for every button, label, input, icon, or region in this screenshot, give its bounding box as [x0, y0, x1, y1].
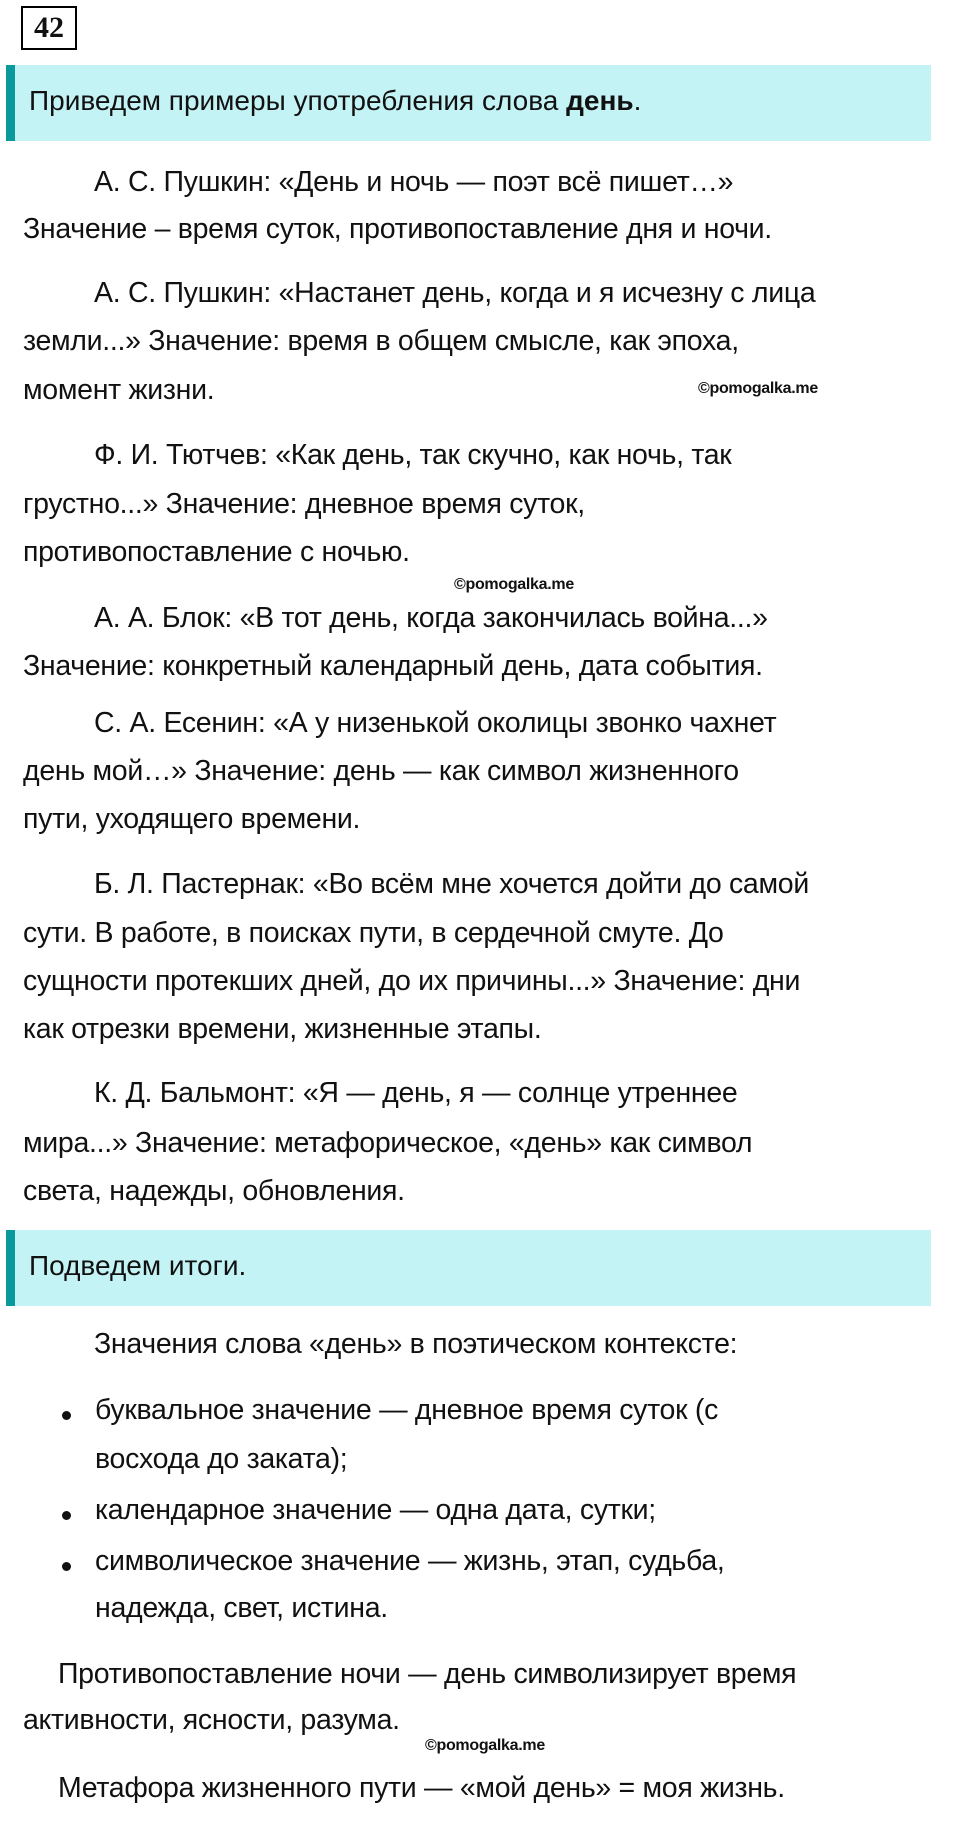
watermark: ©pomogalka.me — [425, 1737, 545, 1754]
keyword: день — [566, 85, 634, 116]
example-line: земли...» Значение: время в общем смысле, как эпоха, — [23, 325, 739, 357]
example-line: С. А. Есенин: «А у низенькой околицы звонко чахнет — [94, 707, 777, 739]
summary-bullet-line: календарное значение — одна дата, сутки; — [95, 1494, 656, 1526]
example-line: противопоставление с ночью. — [23, 536, 410, 568]
watermark: ©pomogalka.me — [698, 380, 818, 397]
summary-bullet-line: восхода до заката); — [95, 1443, 348, 1475]
example-line: пути, уходящего времени. — [23, 803, 361, 835]
summary-banner — [6, 1230, 931, 1306]
summary-paragraph: Метафора жизненного пути — «мой день» = моя жизнь. — [58, 1772, 785, 1804]
example-line: сущности протекших дней, до их причины...» Значение: дни — [23, 965, 801, 997]
example-line: А. С. Пушкин: «Настанет день, когда и я исчезну с лица — [94, 277, 816, 309]
summary-paragraph: Противопоставление ночи — день символизирует время — [58, 1658, 797, 1690]
task-number-badge: 42 — [21, 6, 77, 50]
examples-banner — [6, 65, 931, 141]
examples-banner-text: Приведем примеры употребления слова день. — [29, 85, 642, 116]
summary-intro: Значения слова «день» в поэтическом контексте: — [94, 1328, 738, 1360]
summary-bullet-line: буквальное значение — дневное время суток (с — [95, 1394, 719, 1426]
summary-bullet-line: надежда, свет, истина. — [95, 1592, 388, 1624]
bullet-icon — [62, 1411, 71, 1420]
example-line: А. С. Пушкин: «День и ночь — поэт всё пишет…» — [94, 166, 734, 198]
bullet-icon — [62, 1562, 71, 1571]
example-line: света, надежды, обновления. — [23, 1175, 405, 1207]
example-line: грустно...» Значение: дневное время суток, — [23, 488, 585, 520]
summary-bullet-line: символическое значение — жизнь, этап, судьба, — [95, 1545, 725, 1577]
example-line: как отрезки времени, жизненные этапы. — [23, 1013, 542, 1045]
example-line: А. А. Блок: «В тот день, когда закончилась война...» — [94, 602, 768, 634]
watermark: ©pomogalka.me — [454, 576, 574, 593]
example-line: день мой…» Значение: день — как символ жизненного — [23, 755, 739, 787]
example-line: Значение – время суток, противопоставление дня и ночи. — [23, 213, 772, 245]
example-line: момент жизни. — [23, 374, 215, 406]
bullet-icon — [62, 1511, 71, 1520]
example-line: К. Д. Бальмонт: «Я — день, я — солнце утреннее — [94, 1077, 738, 1109]
example-line: Значение: конкретный календарный день, дата события. — [23, 650, 763, 682]
summary-paragraph: активности, ясности, разума. — [23, 1704, 400, 1736]
example-line: сути. В работе, в поисках пути, в сердечной смуте. До — [23, 917, 724, 949]
example-line: Б. Л. Пастернак: «Во всём мне хочется дойти до самой — [94, 868, 809, 900]
example-line: мира...» Значение: метафорическое, «день» как символ — [23, 1127, 753, 1159]
example-line: Ф. И. Тютчев: «Как день, так скучно, как ночь, так — [94, 439, 732, 471]
summary-banner-text: Подведем итоги. — [29, 1250, 247, 1281]
